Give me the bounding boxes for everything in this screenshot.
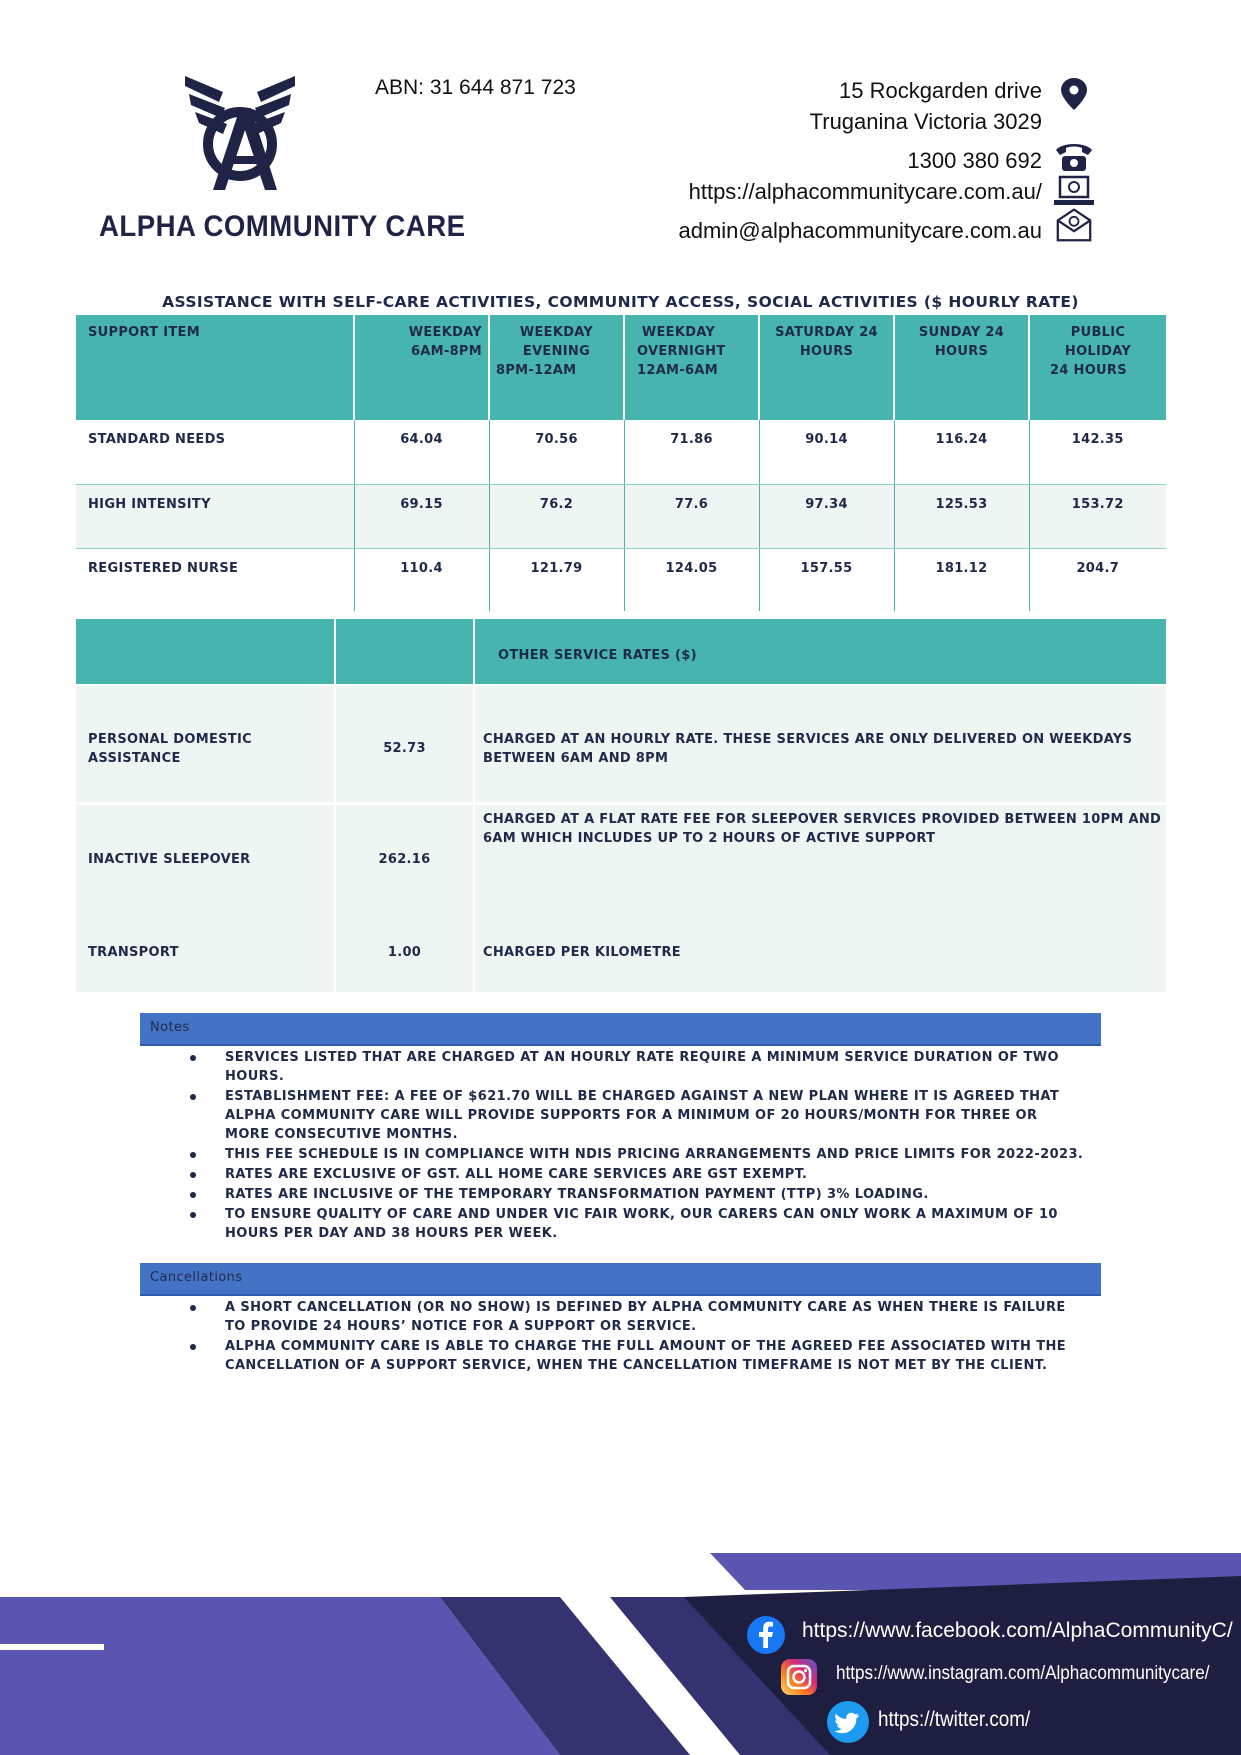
- support-item-cell: STANDARD NEEDS: [76, 420, 354, 484]
- service-item-name: TRANSPORT: [88, 945, 179, 960]
- rate-cell: 90.14: [759, 420, 894, 484]
- instagram-link[interactable]: https://www.instagram.com/Alphacommunitycare/: [836, 1663, 1210, 1684]
- list-item: [185, 1165, 1085, 1184]
- column-header: [894, 315, 1029, 420]
- facebook-icon[interactable]: [746, 1615, 786, 1655]
- column-header-text: PUBLIC HOLIDAY 24 HOURS: [1050, 325, 1132, 378]
- support-item-cell: REGISTERED NURSE: [76, 548, 354, 611]
- bullet-icon: [190, 1152, 196, 1158]
- notes-list: [185, 1048, 1085, 1244]
- service-item-name: PERSONAL DOMESTIC ASSISTANCE: [88, 732, 252, 766]
- service-rate-cell: [336, 805, 473, 992]
- rate-cell: 77.6: [624, 484, 759, 548]
- cancellations-title: Cancellations: [150, 1270, 243, 1285]
- service-rate: 262.16: [378, 852, 431, 867]
- bullet-icon: [190, 1192, 196, 1198]
- facebook-link[interactable]: https://www.facebook.com/AlphaCommunityC/: [802, 1619, 1233, 1642]
- column-header-text: WEEKDAY EVENING 8PM-12AM: [496, 325, 594, 378]
- note-text: ESTABLISHMENT FEE: A FEE OF $621.70 WILL BE CHARGED AGAINST A NEW PLAN WHERE IT IS AGREED THAT ALPHA COMMUNITY CARE WILL PROVIDE SUPPORTS FOR A MINIMUM OF 20 HOURS/MONTH FOR THREE OR MORE CONSECUTIVE MONTHS.: [225, 1089, 1060, 1142]
- service-description: CHARGED AT AN HOURLY RATE. THESE SERVICES ARE ONLY DELIVERED ON WEEKDAYS BETWEEN 6AM AND 8PM: [483, 732, 1133, 766]
- rate-cell: 157.55: [759, 548, 894, 611]
- rate-cell: 76.2: [489, 484, 624, 548]
- service-description-cell: [475, 686, 1166, 802]
- rate-cell: 64.04: [354, 420, 489, 484]
- column-header: [354, 315, 489, 420]
- service-item-name: INACTIVE SLEEPOVER: [88, 852, 251, 867]
- address-line-2: Truganina Victoria 3029: [809, 109, 1042, 134]
- rate-cell: 71.86: [624, 420, 759, 484]
- email-link[interactable]: admin@alphacommunitycare.com.au: [678, 218, 1042, 243]
- service-description-cell: [475, 805, 1166, 992]
- support-item-cell: HIGH INTENSITY: [76, 484, 354, 548]
- table-row: [76, 484, 1166, 548]
- column-header: [759, 315, 894, 420]
- twitter-icon[interactable]: [826, 1700, 870, 1744]
- page-footer: [0, 1550, 1241, 1755]
- cancellation-text: ALPHA COMMUNITY CARE IS ABLE TO CHARGE THE FULL AMOUNT OF THE AGREED FEE ASSOCIATED WITH THE CANCELLATION OF A SUPPORT SERVICE, WHEN THE CANCELLATION TIMEFRAME IS NOT MET BY THE CLIENT.: [225, 1339, 1067, 1373]
- header-cell: [475, 619, 1166, 684]
- service-rate: 52.73: [383, 741, 426, 756]
- telephone-icon: [1052, 138, 1096, 174]
- column-header: [624, 315, 759, 420]
- list-item: [185, 1145, 1085, 1164]
- rate-cell: 69.15: [354, 484, 489, 548]
- cancellation-text: A SHORT CANCELLATION (OR NO SHOW) IS DEFINED BY ALPHA COMMUNITY CARE AS WHEN THERE IS FAILURE TO PROVIDE 24 HOURS’ NOTICE FOR A SUPPORT OR SERVICE.: [225, 1300, 1066, 1334]
- column-header-text: WEEKDAY OVERNIGHT 12AM-6AM: [637, 325, 726, 378]
- column-header-text: SATURDAY 24 HOURS: [775, 325, 878, 359]
- rate-cell: 124.05: [624, 548, 759, 611]
- twitter-link[interactable]: https://twitter.com/: [878, 1708, 1031, 1731]
- notes-header-bar: [140, 1013, 1101, 1046]
- header-cell: [76, 619, 334, 684]
- rate-cell: 181.12: [894, 548, 1029, 611]
- rate-cell: 70.56: [489, 420, 624, 484]
- note-text: SERVICES LISTED THAT ARE CHARGED AT AN HOURLY RATE REQUIRE A MINIMUM SERVICE DURATION OF TWO HOURS.: [225, 1050, 1059, 1084]
- phone-number[interactable]: 1300 380 692: [907, 148, 1042, 173]
- list-item: [185, 1337, 1085, 1375]
- location-pin-icon: [1052, 76, 1096, 112]
- column-header: SUPPORT ITEM: [76, 315, 354, 420]
- envelope-icon: [1052, 206, 1096, 242]
- column-header: [489, 315, 624, 420]
- abn-number: ABN: 31 644 871 723: [375, 76, 576, 99]
- note-text: TO ENSURE QUALITY OF CARE AND UNDER VIC FAIR WORK, OUR CARERS CAN ONLY WORK A MAXIMUM OF 10 HOURS PER DAY AND 38 HOURS PER WEEK.: [225, 1207, 1058, 1241]
- rate-cell: 121.79: [489, 548, 624, 611]
- list-item: [185, 1205, 1085, 1243]
- notes-title: Notes: [150, 1020, 190, 1035]
- brand-name: ALPHA COMMUNITY CARE: [99, 210, 466, 243]
- rate-cell: 125.53: [894, 484, 1029, 548]
- website-link[interactable]: https://alphacommunitycare.com.au/: [688, 179, 1042, 204]
- service-rate-cell: [336, 686, 473, 802]
- bullet-icon: [190, 1305, 196, 1311]
- rate-cell: 204.7: [1029, 548, 1166, 611]
- laptop-icon: [1052, 174, 1096, 210]
- bullet-icon: [190, 1172, 196, 1178]
- table-row: [76, 420, 1166, 484]
- header-cell: [336, 619, 473, 684]
- cancellations-list: [185, 1298, 1085, 1376]
- list-item: [185, 1298, 1085, 1336]
- service-item-cell: [76, 686, 334, 802]
- note-text: RATES ARE EXCLUSIVE OF GST. ALL HOME CARE SERVICES ARE GST EXEMPT.: [225, 1167, 808, 1182]
- service-description: CHARGED PER KILOMETRE: [483, 945, 681, 960]
- column-header: [1029, 315, 1166, 420]
- table-header-row: [76, 315, 1166, 420]
- other-service-rates-table: [76, 619, 1166, 992]
- hourly-rates-table: [76, 315, 1166, 611]
- service-description: CHARGED AT A FLAT RATE FEE FOR SLEEPOVER SERVICES PROVIDED BETWEEN 10PM AND 6AM WHICH INCLUDES UP TO 2 HOURS OF ACTIVE SUPPORT: [483, 812, 1162, 846]
- cancellations-header-bar: [140, 1263, 1101, 1296]
- rate-cell: 97.34: [759, 484, 894, 548]
- instagram-icon[interactable]: [780, 1658, 818, 1696]
- rate-cell: 116.24: [894, 420, 1029, 484]
- logo-emblem-icon: [185, 72, 315, 197]
- other-rates-title: OTHER SERVICE RATES ($): [498, 648, 697, 663]
- bullet-icon: [190, 1344, 196, 1350]
- column-header-text: WEEKDAY 6AM-8PM: [408, 325, 482, 359]
- table-row: [76, 548, 1166, 611]
- list-item: [185, 1048, 1085, 1086]
- list-item: [185, 1087, 1085, 1144]
- rates-table-title: ASSISTANCE WITH SELF-CARE ACTIVITIES, COMMUNITY ACCESS, SOCIAL ACTIVITIES ($ HOURLY RATE): [162, 293, 1079, 311]
- bullet-icon: [190, 1055, 196, 1061]
- rate-cell: 110.4: [354, 548, 489, 611]
- bullet-icon: [190, 1212, 196, 1218]
- service-item-cell: [76, 805, 334, 992]
- company-logo: [95, 72, 466, 252]
- note-text: RATES ARE INCLUSIVE OF THE TEMPORARY TRANSFORMATION PAYMENT (TTP) 3% LOADING.: [225, 1187, 929, 1202]
- address-line-1: 15 Rockgarden drive: [838, 78, 1042, 103]
- note-text: THIS FEE SCHEDULE IS IN COMPLIANCE WITH NDIS PRICING ARRANGEMENTS AND PRICE LIMITS FOR 2022-2023.: [225, 1147, 1084, 1162]
- column-header-text: SUNDAY 24 HOURS: [918, 325, 1005, 359]
- rate-cell: 153.72: [1029, 484, 1166, 548]
- rate-cell: 142.35: [1029, 420, 1166, 484]
- footer-decoration: [0, 1550, 1241, 1755]
- bullet-icon: [190, 1094, 196, 1100]
- service-rate: 1.00: [387, 945, 422, 960]
- list-item: [185, 1185, 1085, 1204]
